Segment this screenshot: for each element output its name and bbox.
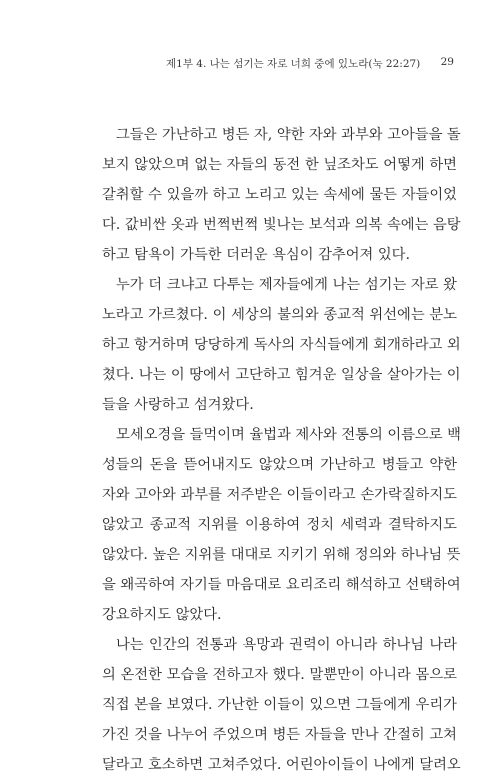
text-line: 갈취할 수 있을까 하고 노리고 있는 속세에 물든 자들이었 xyxy=(102,187,457,203)
text-line: 하고 탐욕이 가득한 더러운 욕심이 감추어져 있다. xyxy=(102,247,411,263)
text-line: 누가 더 크냐고 다투는 제자들에게 나는 섬기는 자로 왔 xyxy=(116,277,457,293)
body-text xyxy=(102,120,461,780)
text-line: 나는 인간의 전통과 욕망과 권력이 아니라 하나님 나라 xyxy=(116,637,457,653)
text-line: 모세오경을 들먹이며 율법과 제사와 전통의 이름으로 백 xyxy=(116,427,461,443)
text-line: 그들은 가난하고 병든 자, 약한 자와 과부와 고아들을 돌 xyxy=(116,127,461,143)
paragraph xyxy=(102,270,461,420)
text-line: 달라고 호소하면 고쳐주었다. 어린아이들이 나에게 달려오 xyxy=(102,757,461,773)
text-line: 않았다. 높은 지위를 대대로 지키기 위해 정의와 하나님 뜻 xyxy=(102,547,461,563)
text-line: 강요하지도 않았다. xyxy=(102,607,222,623)
text-line: 성들의 돈을 뜯어내지도 않았으며 가난하고 병들고 약한 xyxy=(102,457,457,473)
text-line: 하고 항거하며 당당하게 독사의 자식들에게 회개하라고 외 xyxy=(102,337,461,353)
paragraph xyxy=(102,420,461,630)
text-line: 들을 사랑하고 섬겨왔다. xyxy=(102,397,254,413)
text-line: 자와 고아와 과부를 저주받은 이들이라고 손가락질하지도 xyxy=(102,487,457,503)
text-line: 않았고 종교적 지위를 이용하여 정치 세력과 결탁하지도 xyxy=(102,517,457,533)
text-line: 가진 것을 나누어 주었으며 병든 자들을 만나 간절히 고쳐 xyxy=(102,727,457,743)
running-title: 제1부 4. 나는 섬기는 자로 너희 중에 있노라(눅 22:27) xyxy=(166,58,421,70)
text-line: 노라고 가르쳤다. 이 세상의 불의와 종교적 위선에는 분노 xyxy=(102,307,457,323)
page-number: 29 xyxy=(440,56,454,68)
text-line: 보지 않았으며 없는 자들의 동전 한 닢조차도 어떻게 하면 xyxy=(102,157,457,173)
text-line: 의 온전한 모습을 전하고자 했다. 말뿐만이 아니라 몸으로 xyxy=(102,667,457,683)
text-line: 을 왜곡하여 자기들 마음대로 요리조리 해석하고 선택하여 xyxy=(102,577,461,593)
text-line: 다. 값비싼 옷과 번쩍번쩍 빛나는 보석과 의복 속에는 음탕 xyxy=(102,217,461,233)
paragraph xyxy=(102,630,461,780)
text-line: 쳤다. 나는 이 땅에서 고단하고 힘겨운 일상을 살아가는 이 xyxy=(102,367,461,383)
text-line: 직접 본을 보였다. 가난한 이들이 있으면 그들에게 우리가 xyxy=(102,697,457,713)
paragraph xyxy=(102,120,461,270)
running-header xyxy=(166,56,454,71)
